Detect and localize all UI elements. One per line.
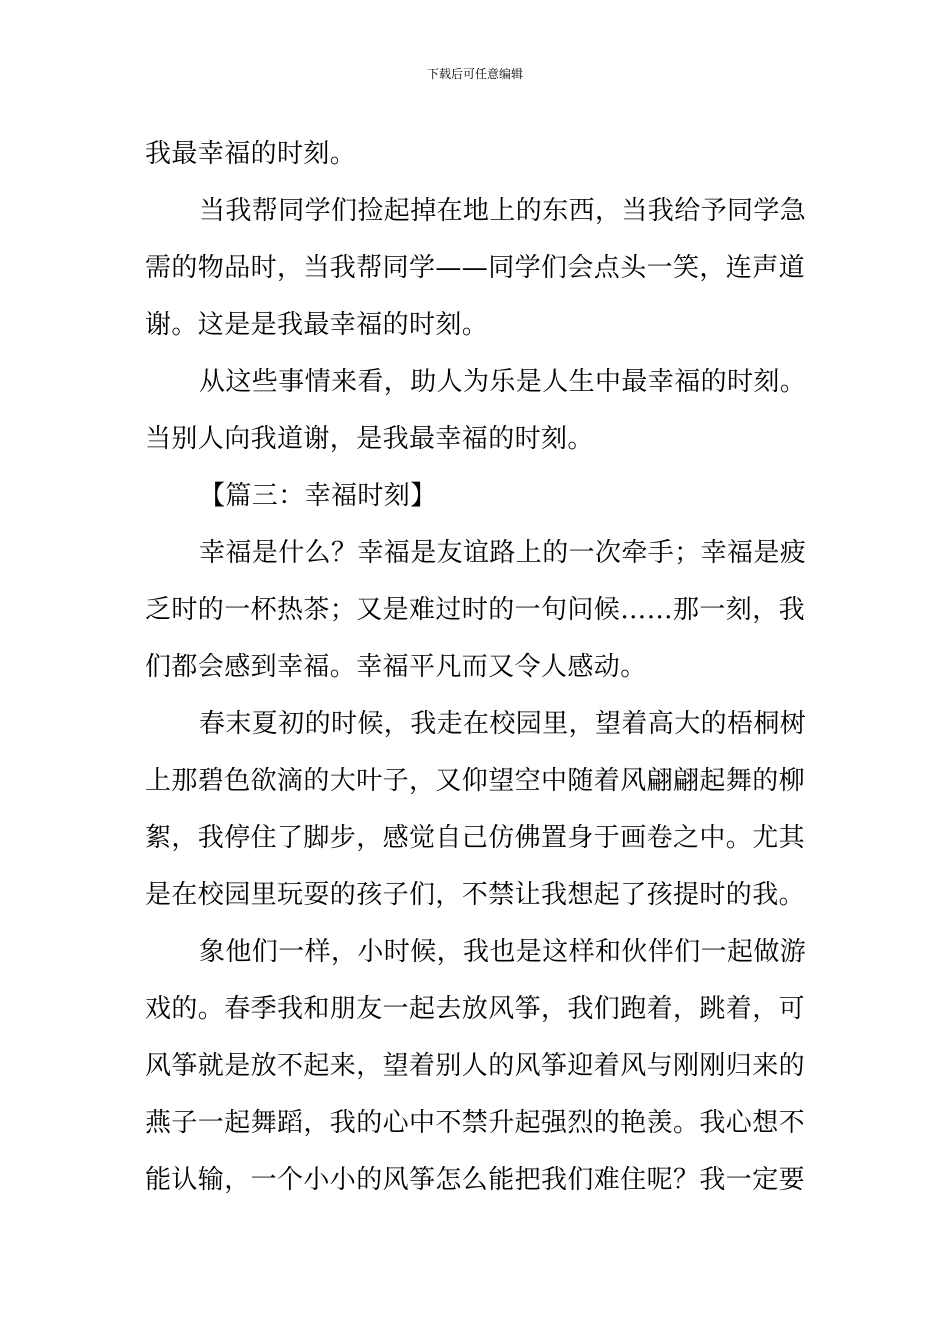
text-line: 风筝就是放不起来，望着别人的风筝迎着风与刚刚归来的 [145,1051,806,1081]
text-line: 幸福是什么？幸福是友谊路上的一次牵手；幸福是疲 [199,538,807,568]
text-line: 【篇三：幸福时刻】 [199,481,437,511]
text-line: 们都会感到幸福。幸福平凡而又令人感动。 [145,652,647,682]
text-line: 是在校园里玩耍的孩子们，不禁让我想起了孩提时的我。 [145,880,806,910]
text-line: 当别人向我道谢，是我最幸福的时刻。 [145,424,594,454]
text-line: 谢。这是是我最幸福的时刻。 [145,310,489,340]
text-line: 从这些事情来看，助人为乐是人生中最幸福的时刻。 [199,367,807,397]
text-line: 乏时的一杯热茶；又是难过时的一句问候……那一刻，我 [145,595,806,625]
text-line: 春末夏初的时候，我走在校园里，望着高大的梧桐树 [199,709,807,739]
text-line: 絮，我停住了脚步，感觉自己仿佛置身于画卷之中。尤其 [145,823,806,853]
text-line: 需的物品时，当我帮同学——同学们会点头一笑，连声道 [145,253,806,283]
text-line: 我最幸福的时刻。 [145,139,357,169]
page-header: 下载后可任意编辑 [426,67,523,81]
text-line: 燕子一起舞蹈，我的心中不禁升起强烈的艳羡。我心想不 [145,1108,806,1138]
text-line: 戏的。春季我和朋友一起去放风筝，我们跑着，跳着，可 [145,994,806,1024]
body-text [145,126,810,1209]
text-line: 能认输，一个小小的风筝怎么能把我们难住呢？我一定要 [145,1165,806,1195]
text-line: 象他们一样，小时候，我也是这样和伙伴们一起做游 [199,937,807,967]
text-line: 当我帮同学们捡起掉在地上的东西，当我给予同学急 [199,196,807,226]
text-line: 上那碧色欲滴的大叶子，又仰望空中随着风翩翩起舞的柳 [145,766,806,796]
